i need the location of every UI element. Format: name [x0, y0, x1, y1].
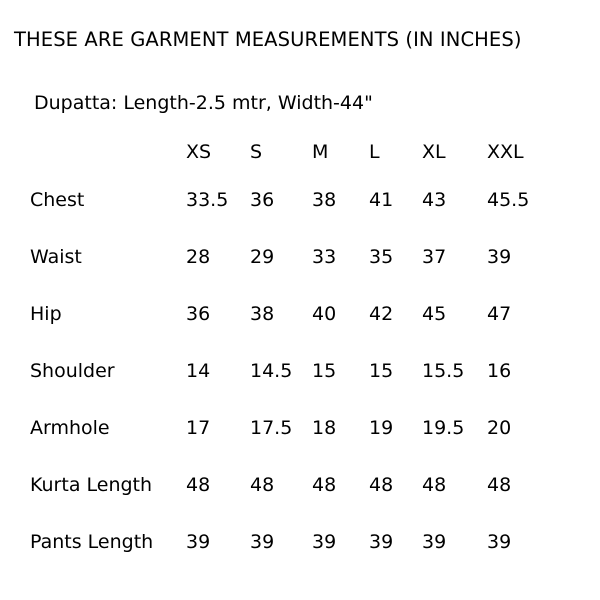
- table-row: [30, 285, 547, 342]
- cell-shoulder-m: 15: [312, 359, 337, 382]
- cell-shoulder-l: 15: [369, 359, 394, 382]
- table-row: [30, 342, 547, 399]
- row-label-waist: Waist: [30, 245, 82, 268]
- row-label-kurta-length: Kurta Length: [30, 473, 153, 496]
- cell-chest-xxl: 45.5: [487, 188, 530, 211]
- cell-hip-l: 42: [369, 302, 394, 325]
- cell-pants-length-m: 39: [312, 530, 337, 553]
- cell-waist-s: 29: [250, 245, 275, 268]
- row-label-armhole: Armhole: [30, 416, 110, 439]
- cell-pants-length-s: 39: [250, 530, 275, 553]
- cell-pants-length-xl: 39: [422, 530, 447, 553]
- cell-pants-length-xs: 39: [186, 530, 211, 553]
- column-header-xxl: XXL: [487, 141, 524, 163]
- cell-armhole-xl: 19.5: [422, 416, 465, 439]
- cell-kurta-length-xs: 48: [186, 473, 211, 496]
- cell-waist-m: 33: [312, 245, 337, 268]
- table-row: [30, 171, 547, 228]
- cell-waist-xxl: 39: [487, 245, 512, 268]
- cell-waist-xs: 28: [186, 245, 211, 268]
- table-row: [30, 399, 547, 456]
- cell-kurta-length-xl: 48: [422, 473, 447, 496]
- row-label-chest: Chest: [30, 188, 85, 211]
- cell-chest-s: 36: [250, 188, 275, 211]
- cell-armhole-m: 18: [312, 416, 337, 439]
- table-header-row: [30, 133, 547, 171]
- column-header-xs: XS: [186, 141, 212, 163]
- cell-hip-m: 40: [312, 302, 337, 325]
- cell-shoulder-xxl: 16: [487, 359, 512, 382]
- dupatta-note: Dupatta: Length-2.5 mtr, Width-44": [34, 92, 373, 114]
- table-row: [30, 228, 547, 285]
- measurements-table: [30, 133, 547, 570]
- row-label-hip: Hip: [30, 302, 62, 325]
- cell-hip-xs: 36: [186, 302, 211, 325]
- cell-chest-l: 41: [369, 188, 394, 211]
- cell-chest-xl: 43: [422, 188, 447, 211]
- cell-hip-xxl: 47: [487, 302, 512, 325]
- cell-chest-m: 38: [312, 188, 337, 211]
- cell-waist-l: 35: [369, 245, 394, 268]
- page-title: THESE ARE GARMENT MEASUREMENTS (IN INCHES): [14, 28, 522, 51]
- row-label-pants-length: Pants Length: [30, 530, 154, 553]
- column-header-m: M: [312, 141, 329, 163]
- cell-kurta-length-xxl: 48: [487, 473, 512, 496]
- cell-kurta-length-l: 48: [369, 473, 394, 496]
- cell-armhole-xxl: 20: [487, 416, 512, 439]
- cell-shoulder-s: 14.5: [250, 359, 293, 382]
- cell-shoulder-xs: 14: [186, 359, 211, 382]
- table-row: [30, 513, 547, 570]
- table-row: [30, 456, 547, 513]
- cell-armhole-s: 17.5: [250, 416, 293, 439]
- cell-kurta-length-s: 48: [250, 473, 275, 496]
- corner-header: [30, 133, 186, 171]
- cell-pants-length-xxl: 39: [487, 530, 512, 553]
- column-header-l: L: [369, 141, 380, 163]
- cell-chest-xs: 33.5: [186, 188, 229, 211]
- cell-hip-s: 38: [250, 302, 275, 325]
- row-label-shoulder: Shoulder: [30, 359, 115, 382]
- cell-waist-xl: 37: [422, 245, 447, 268]
- table-body: [30, 171, 547, 570]
- column-header-s: S: [250, 141, 263, 163]
- cell-armhole-xs: 17: [186, 416, 211, 439]
- cell-armhole-l: 19: [369, 416, 394, 439]
- cell-pants-length-l: 39: [369, 530, 394, 553]
- table-header: [30, 133, 547, 171]
- column-header-xl: XL: [422, 141, 446, 163]
- cell-kurta-length-m: 48: [312, 473, 337, 496]
- cell-shoulder-xl: 15.5: [422, 359, 465, 382]
- cell-hip-xl: 45: [422, 302, 447, 325]
